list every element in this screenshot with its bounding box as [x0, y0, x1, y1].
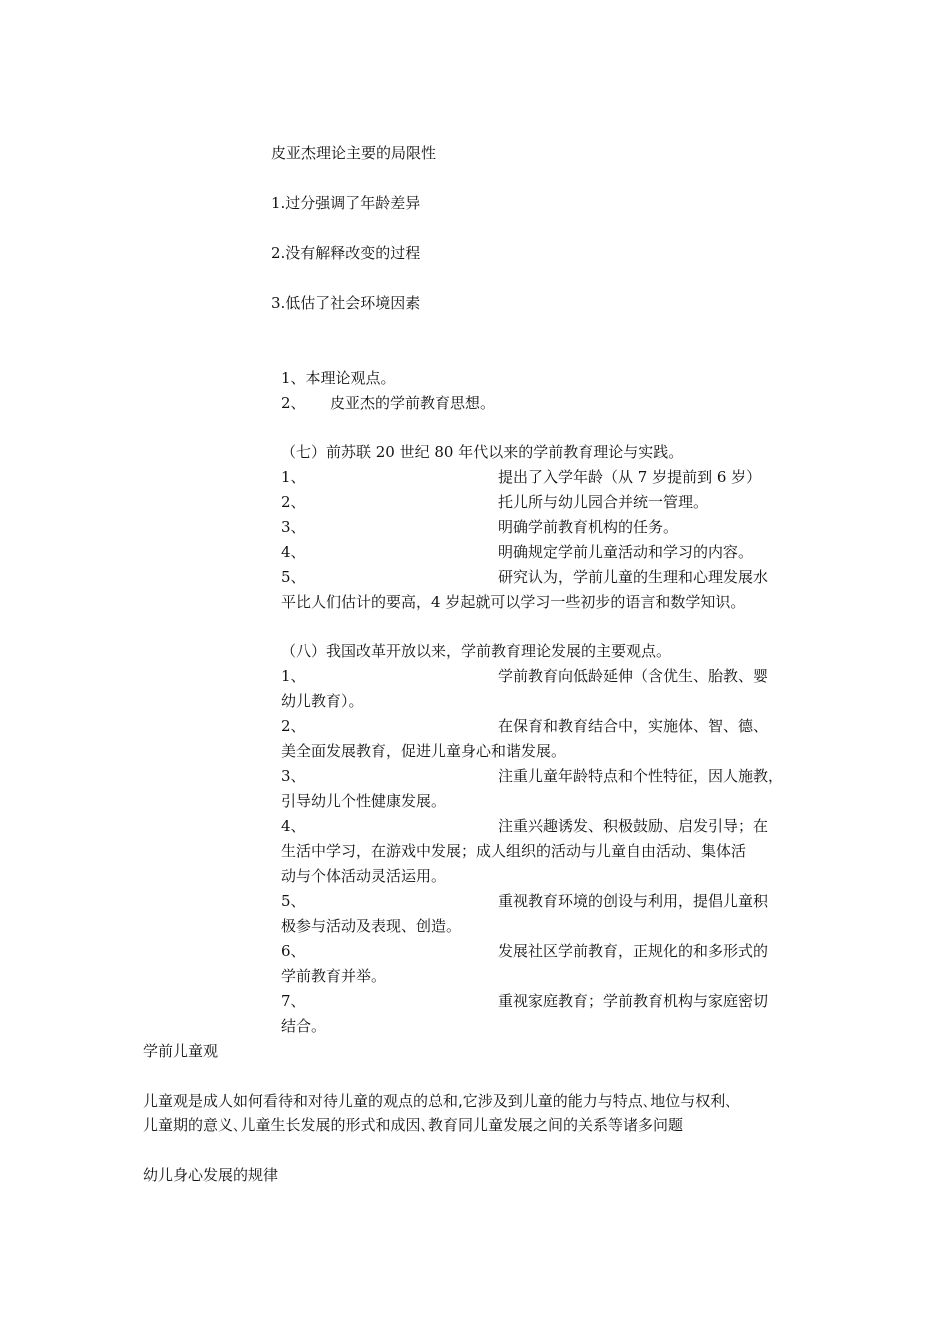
- list-item-text: 提出了入学年龄（从 7 岁提前到 6 岁）: [498, 468, 762, 486]
- list-item-text: 托儿所与幼儿园合并统一管理。: [498, 493, 709, 511]
- list-item-text: 在保育和教育结合中，实施体、智、德、: [498, 717, 769, 735]
- section-heading-piaget: 皮亚杰理论主要的局限性: [271, 144, 437, 162]
- list-item-text: 学前教育向低龄延伸（含优生、胎教、婴: [498, 667, 769, 685]
- list-item-text: 明确规定学前儿童活动和学习的内容。: [498, 543, 754, 561]
- list-item-number: 5、: [281, 568, 306, 586]
- list-item-number: 4、: [281, 543, 306, 561]
- section-heading-child-view: 学前儿童观: [143, 1042, 219, 1060]
- list-item-continuation: 生活中学习，在游戏中发展；成人组织的活动与儿童自由活动、集体活: [281, 842, 747, 860]
- list-item-continuation: 结合。: [281, 1017, 327, 1035]
- list-item-text: 重视教育环境的创设与利用，提倡儿童积: [498, 892, 769, 910]
- paragraph-line: 儿童观是成人如何看待和对待儿童的观点的总和,它涉及到儿童的能力与特点､地位与权利､: [143, 1092, 733, 1110]
- list-item-number: 3、: [281, 518, 306, 536]
- list-item-number: 1、: [281, 468, 306, 486]
- list-item-text: 明确学前教育机构的任务。: [498, 518, 679, 536]
- list-item-number: 6、: [281, 942, 306, 960]
- list-item-number: 1、: [281, 667, 306, 685]
- outline-item: 1、本理论观点。: [281, 369, 396, 387]
- list-item-text: 发展社区学前教育，正规化的和多形式的: [498, 942, 769, 960]
- list-item-number: 3、: [281, 767, 306, 785]
- list-item-continuation: 美全面发展教育，促进儿童身心和谐发展。: [281, 742, 567, 760]
- outline-item-text: 皮亚杰的学前教育思想。: [330, 394, 496, 412]
- list-item-continuation: 极参与活动及表现、创造。: [281, 917, 462, 935]
- list-item-continuation: 学前教育并举。: [281, 967, 387, 985]
- list-item-number: 5、: [281, 892, 306, 910]
- section-heading-soviet: （七）前苏联 20 世纪 80 年代以来的学前教育理论与实践。: [281, 443, 684, 461]
- list-item-continuation: 动与个体活动灵活运用。: [281, 867, 447, 885]
- list-item-number: 7、: [281, 992, 306, 1010]
- list-item: 1.过分强调了年龄差异: [271, 194, 421, 212]
- list-item-text: 注重儿童年龄特点和个性特征，因人施教，: [498, 767, 784, 785]
- list-item-text: 研究认为，学前儿童的生理和心理发展水: [498, 568, 769, 586]
- section-heading-china: （八）我国改革开放以来，学前教育理论发展的主要观点。: [281, 642, 672, 660]
- list-item: 2.没有解释改变的过程: [271, 244, 421, 262]
- list-item: 3.低估了社会环境因素: [271, 294, 421, 312]
- list-item-continuation: 引导幼儿个性健康发展。: [281, 792, 447, 810]
- list-item-continuation: 幼儿教育）。: [281, 692, 364, 710]
- outline-item-number: 2、: [281, 394, 306, 412]
- list-item-text: 重视家庭教育；学前教育机构与家庭密切: [498, 992, 769, 1010]
- paragraph-line: 儿童期的意义､儿童生长发展的形式和成因､教育同儿童发展之间的关系等诸多问题: [143, 1116, 684, 1134]
- list-item-text: 注重兴趣诱发、积极鼓励、启发引导；在: [498, 817, 769, 835]
- list-item-number: 2、: [281, 717, 306, 735]
- list-item-number: 4、: [281, 817, 306, 835]
- list-item-continuation: 平比人们估计的要高，4 岁起就可以学习一些初步的语言和数学知识。: [281, 593, 746, 611]
- section-heading-development-law: 幼儿身心发展的规律: [143, 1166, 279, 1184]
- list-item-number: 2、: [281, 493, 306, 511]
